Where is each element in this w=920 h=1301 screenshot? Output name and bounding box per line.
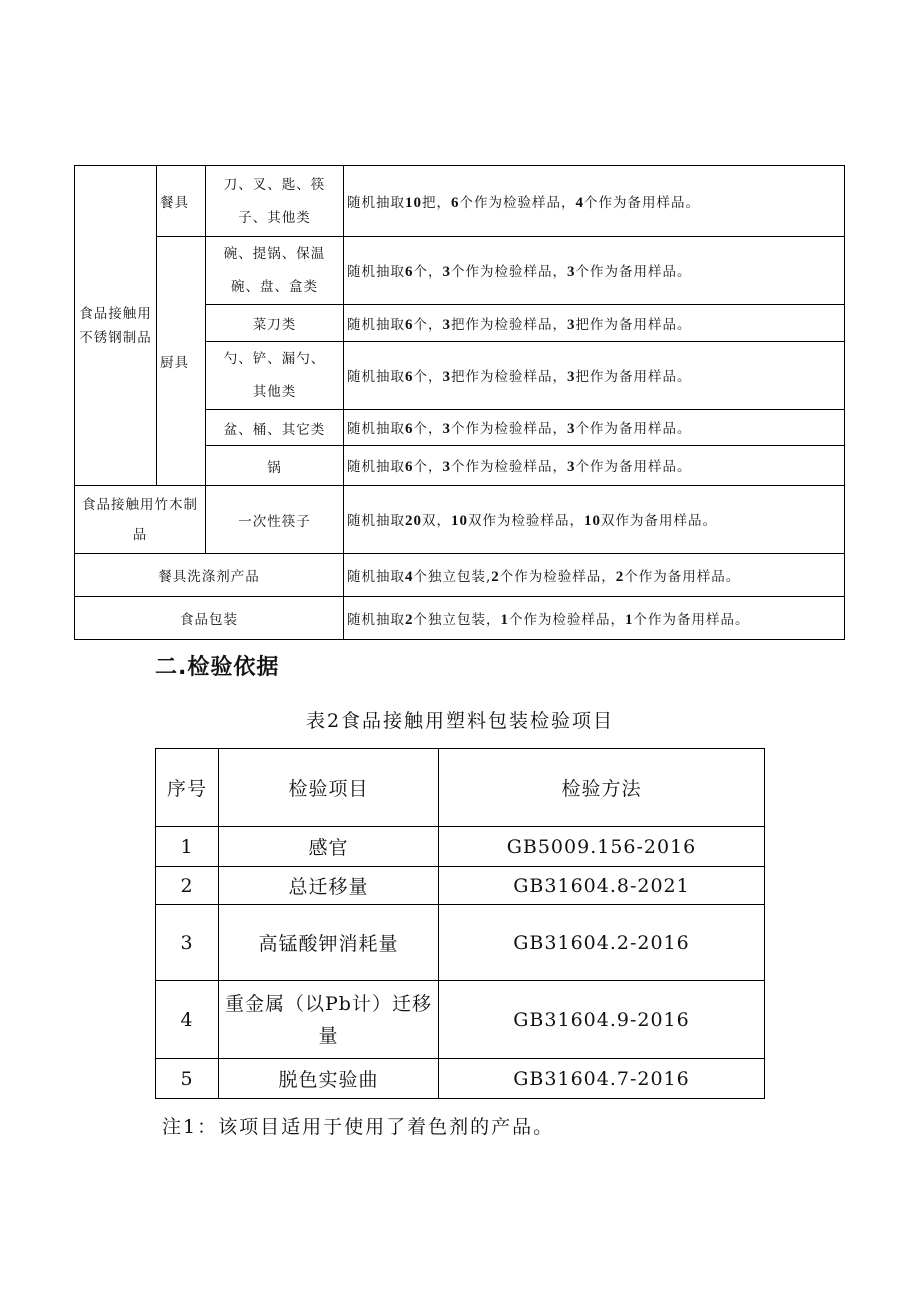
row-item: 感官 [219, 827, 439, 867]
table-row [75, 486, 845, 554]
header-method: 检验方法 [439, 749, 765, 827]
method-cell: 随机抽取4个独立包装,2个作为检验样品，2个作为备用样品。 [344, 554, 845, 597]
row-method: GB31604.7-2016 [439, 1059, 765, 1099]
method-cell: 随机抽取10把，6个作为检验样品，4个作为备用样品。 [344, 166, 845, 237]
section-heading: 二.检验依据 [155, 655, 280, 680]
row-method: GB5009.156-2016 [439, 827, 765, 867]
table-row [75, 166, 845, 237]
item-cell: 刀、叉、匙、筷子、其他类 [206, 166, 344, 237]
header-no: 序号 [156, 749, 219, 827]
item-cell: 勺、铲、漏勺、其他类 [206, 342, 344, 410]
row-no: 1 [156, 827, 219, 867]
item-cell: 一次性筷子 [206, 486, 344, 554]
item-cell: 碗、提锅、保温碗、盘、盒类 [206, 237, 344, 305]
row-item: 高锰酸钾消耗量 [219, 905, 439, 981]
row-method: GB31604.9-2016 [439, 981, 765, 1059]
row-no: 3 [156, 905, 219, 981]
inspection-items-table [155, 748, 765, 1099]
row-item: 总迁移量 [219, 867, 439, 905]
table-row [156, 867, 765, 905]
table-caption: 表2食品接触用塑料包装检验项目 [305, 710, 615, 732]
category-cell: 厨具 [157, 237, 206, 486]
item-cell: 锅 [206, 446, 344, 486]
group-cell: 餐具洗涤剂产品 [75, 554, 344, 597]
method-cell: 随机抽取6个，3把作为检验样品，3把作为备用样品。 [344, 342, 845, 410]
group-cell: 食品接触用竹木制品 [75, 486, 206, 554]
method-cell: 随机抽取20双，10双作为检验样品，10双作为备用样品。 [344, 486, 845, 554]
table-row [75, 597, 845, 640]
row-method: GB31604.8-2021 [439, 867, 765, 905]
footnote: 注1：该项目适用于使用了着色剂的产品。 [162, 1116, 555, 1138]
group-cell: 食品包装 [75, 597, 344, 640]
method-cell: 随机抽取6个，3个作为检验样品，3个作为备用样品。 [344, 446, 845, 486]
table-row [156, 981, 765, 1059]
table-row [75, 237, 845, 305]
row-item: 重金属（以Pb计）迁移量 [219, 981, 439, 1059]
row-method: GB31604.2-2016 [439, 905, 765, 981]
method-cell: 随机抽取2个独立包装，1个作为检验样品，1个作为备用样品。 [344, 597, 845, 640]
table-row [75, 554, 845, 597]
row-no: 4 [156, 981, 219, 1059]
row-item: 脱色实验曲 [219, 1059, 439, 1099]
item-cell: 盆、桶、其它类 [206, 410, 344, 446]
item-cell: 菜刀类 [206, 305, 344, 342]
table-row [156, 905, 765, 981]
row-no: 5 [156, 1059, 219, 1099]
table-row [156, 827, 765, 867]
method-cell: 随机抽取6个，3个作为检验样品，3个作为备用样品。 [344, 410, 845, 446]
row-no: 2 [156, 867, 219, 905]
group-cell: 食品接触用不锈钢制品 [75, 166, 157, 486]
method-cell: 随机抽取6个，3个作为检验样品，3个作为备用样品。 [344, 237, 845, 305]
header-item: 检验项目 [219, 749, 439, 827]
method-cell: 随机抽取6个，3把作为检验样品，3把作为备用样品。 [344, 305, 845, 342]
table-header-row [156, 749, 765, 827]
category-cell: 餐具 [157, 166, 206, 237]
table-row [156, 1059, 765, 1099]
sampling-table [74, 165, 845, 640]
